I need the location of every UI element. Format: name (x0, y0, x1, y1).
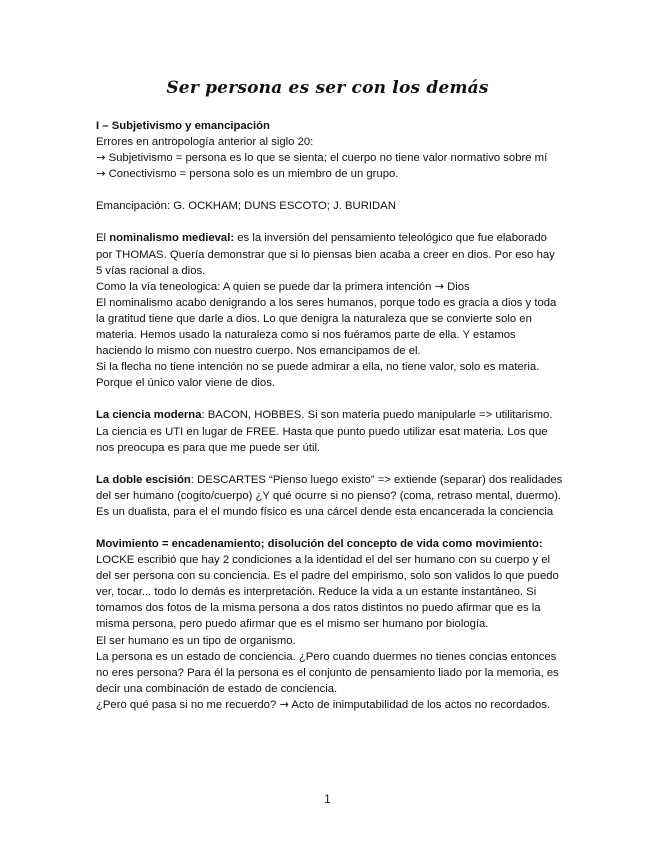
nominalismo-paragraph-3: Si la flecha no tiene intención no se puede admirar a ella, no tiene valor, solo es materia. Porque el único valor viene de dios. (96, 361, 540, 390)
arrow-icon: → (96, 151, 106, 165)
via-teneologica-line: Como la vía teneologica: A quien se puede dar la primera intención → Dios (96, 279, 470, 293)
movimiento-paragraph-2: El ser humano es un tipo de organismo. (96, 634, 296, 647)
section-heading: I – Subjetivismo y emancipación (96, 120, 270, 132)
list-item-subjetivismo: → Subjetivismo = persona es lo que se sienta; el cuerpo no tiene valor normativo sobre mí (96, 151, 548, 165)
ciencia-paragraph: La ciencia moderna: BACON, HOBBES. Si son materia puedo manipularle => utilitarismo. La ciencia es UTI en lugar de FREE. Hasta que punto puedo utilizar esat materia. Los que nos preocupa es para que me puede ser útil. (96, 409, 553, 454)
arrow-icon: → (434, 279, 444, 293)
page-number: 1 (324, 794, 331, 806)
arrow-icon: → (279, 697, 289, 711)
emancipacion-line: Emancipación: G. OCKHAM; DUNS ESCOTO; J. BURIDAN (96, 200, 396, 213)
nominalismo-paragraph: El nominalismo medieval: es la inversión del pensamiento teleológico que fue elaborado por THOMAS. Quería demonstrar que si lo piensas bien acaba a creer en dios. Por eso hay 5 vías racional a dios. (96, 232, 555, 277)
movimiento-heading: Movimiento = encadenamiento; disolución del concepto de vida como movimiento: (96, 537, 543, 550)
document-title: Ser persona es ser con los demás (166, 78, 489, 98)
list-item-conectivismo: → Conectivismo = persona solo es un miembro de un grupo. (96, 167, 399, 181)
nominalismo-paragraph-2: El nominalismo acabo denigrando a los seres humanos, porque todo es gracia a dios y toda la gratitud tiene que darle a dios. Lo que denigra la naturaleza que se convierte solo en materia. Hemos usado la naturaleza como si nos fuéramos parte de ella. Y estamos haciendo lo mismo con nuestro cuerpo. Nos emancipamos de el. (96, 296, 557, 358)
movimiento-paragraph-1: LOCKE escribió que hay 2 condiciones a la identidad el del ser humano con su cuerpo y el del ser persona con su conciencia. Es el padre del empirismo, solo son validos lo que puedo ver, tocar... todo lo demás es interpretación. Reduce la vida a un estante instantáneo. Si tomamos dos fotos de la misma persona a dos ratos distintos no puedo afirmar que es la misma persona, pero puedo afirmar que es el mismo ser humano por biología. (96, 554, 559, 631)
movimiento-paragraph-4: ¿Pero qué pasa si no me recuerdo? → Acto de inimputabilidad de los actos no recordados. (96, 697, 551, 711)
escision-paragraph: La doble escisión: DESCARTES “Pienso luego existo” => extiende (separar) dos realidades del ser humano (cogito/cuerpo) ¿Y qué ocurre si no pienso? (coma, retraso mental, duermo). Es un dualista, para el el mundo físico es una cárcel dende esta encancerada la conciencia (96, 473, 563, 518)
movimiento-paragraph-3: La persona es un estado de conciencia. ¿Pero cuando duermes no tienes concias entonces no eres persona? Para él la persona es el conjunto de pensamiento liado por la memoria, es decir una combinación de estado de conciencia. (96, 650, 559, 695)
document-body (96, 118, 564, 713)
arrow-icon: → (96, 167, 106, 181)
intro-line: Errores en antropología anterior al siglo 20: (96, 136, 314, 149)
